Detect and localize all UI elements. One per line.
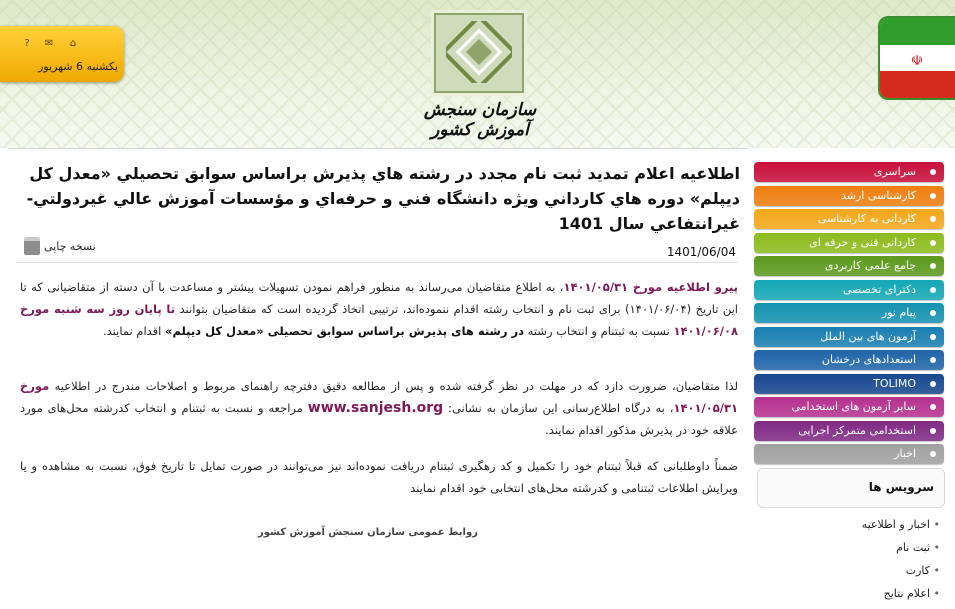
service-link[interactable]: ثبت نام • xyxy=(896,541,930,554)
bullet-icon xyxy=(930,263,936,269)
services-box xyxy=(757,468,945,508)
sidebar-menu-label: كاردانی فنی و حرفه ای xyxy=(809,235,916,249)
bullet-icon xyxy=(930,451,936,457)
printer-icon xyxy=(24,237,40,255)
paragraph-1 xyxy=(20,276,738,342)
paragraph-2 xyxy=(20,375,738,441)
services-title: سرويس ها xyxy=(868,480,934,494)
help-icon[interactable]: ? xyxy=(24,38,30,49)
logo-text: سازمان سنجش آموزش کشور xyxy=(423,100,537,140)
sidebar-menu-item[interactable] xyxy=(754,397,944,417)
sidebar-menu-label: كاردانی به كارشناسی xyxy=(817,212,916,225)
sidebar-menu-item[interactable] xyxy=(754,280,944,300)
p2-text-1: لذا متقاضیان، ضرورت دارد که در مهلت در نظر گرفته شده و پس از مطالعه دقیق دفترچه راهنمای مربوط و اصلاحات مندرج در اطلاعیه xyxy=(49,379,738,393)
sidebar-menu-item[interactable] xyxy=(754,350,944,370)
sidebar xyxy=(751,148,955,601)
print-version-link[interactable] xyxy=(24,237,96,255)
sidebar-menu-label: دكترای تخصصی xyxy=(842,282,916,296)
print-label: نسخه چاپی xyxy=(44,239,96,253)
article-title: اطلاعيه اعلام تمديد ثبت نام مجدد در رشته هاي پذيرش براساس سوابق تحصيلي «معدل كل ديپلم» دوره هاي كارداني ويژه دانشگاه فني و حرفه‌اي و مؤسسات آموزش عالي غيردولتي-غيرانتفاعي سال 1401 xyxy=(26,164,740,233)
service-link[interactable]: كارت • xyxy=(906,564,930,577)
sidebar-menu-label: استخدامی متمركز اجرایی xyxy=(798,423,916,437)
sidebar-menu-item[interactable] xyxy=(754,303,944,323)
sidebar-menu-item[interactable] xyxy=(754,256,944,276)
bullet-icon xyxy=(930,240,936,246)
home-icon[interactable]: ⌂ xyxy=(69,38,77,49)
bullet-icon xyxy=(930,334,936,340)
p1-deadline: تا پایان روز سه شنبه مورخ ۱۴۰۱/۰۶/۰۸ xyxy=(20,302,738,338)
main-content xyxy=(8,148,748,609)
paragraph-3: ضمناً داوطلبانی که قبلاً ثبتنام خود را تکمیل و کد رهگیری ثبتنام دریافت نموده‌اند نیز می‌توانند در صورت تمایل تا تاریخ فوق، نسبت به مشاهده و یا ویرایش اطلاعات ثبتنامی و کدرشته محل‌های انتخابی خود اقدام نمایند xyxy=(20,459,738,495)
sidebar-menu-item[interactable] xyxy=(754,233,944,253)
p1-ref: پیرو اطلاعیه مورخ ۱۴۰۱/۰۵/۳۱ xyxy=(563,280,739,294)
p1-text-1: ، به اطلاع متقاضیان می‌رساند به منظور فراهم نمودن تسهیلات بیشتر و مساعدت با آن دسته از متقاضیانی که تا این تاریخ (۱۴۰۱/۰۶/۰۴) برای ثبت نام و انتخاب رشته اقدام ننموده‌اند، ترتیبی اتخاذ گردیده است که متقاضیان بتوانند xyxy=(20,280,738,316)
flag-emblem-icon: ☫ xyxy=(910,53,924,69)
bullet-icon xyxy=(930,310,936,316)
public-relations-note: روابط عمومی سازمان سنجش آموزش کشور xyxy=(258,527,478,538)
article-date: 1401/06/04 xyxy=(666,245,736,259)
sidebar-menu-label: اخبار xyxy=(894,447,916,460)
bullet-icon xyxy=(930,357,936,363)
bullet-icon xyxy=(930,428,936,434)
bullet-icon xyxy=(930,381,936,387)
sidebar-menu-item[interactable] xyxy=(754,444,944,464)
sidebar-menu-item[interactable] xyxy=(754,162,944,182)
service-link[interactable]: اعلام نتايج • xyxy=(884,587,930,600)
sidebar-menu-item[interactable] xyxy=(754,186,944,206)
sidebar-menu-label: كارشناسی ارشد xyxy=(840,188,916,202)
bullet-icon xyxy=(930,287,936,293)
p1-text-3: اقدام نمایند. xyxy=(102,324,166,338)
mail-icon[interactable]: ✉ xyxy=(44,38,54,49)
site-url-link[interactable]: www.sanjesh.org xyxy=(307,400,444,416)
sidebar-menu-item[interactable] xyxy=(754,374,944,394)
site-logo[interactable] xyxy=(434,13,524,93)
sidebar-menu-item[interactable] xyxy=(754,209,944,229)
iran-flag xyxy=(878,16,955,100)
date-box xyxy=(0,26,124,82)
p1-fields: در رشته های پذیرش براساس سوابق تحصیلی «معدل کل دیپلم» xyxy=(165,324,525,338)
sidebar-menu-label: آزمون های بین الملل xyxy=(820,329,916,343)
current-date: يكشنبه 6 شهريور xyxy=(38,60,118,73)
p2-text-2: ، به درگاه اطلاع‌رسانی این سازمان به نشانی: xyxy=(443,401,674,415)
sidebar-menu-label: جامع علمی كاربردی xyxy=(824,259,916,272)
sidebar-menu-label: پیام نور xyxy=(881,306,916,319)
sidebar-menu-label: سایر آزمون های استخدامی xyxy=(791,400,916,413)
sidebar-menu-item[interactable] xyxy=(754,327,944,347)
sidebar-menu-label: استعدادهای درخشان xyxy=(821,353,916,366)
sidebar-menu-label: TOLIMO xyxy=(873,376,916,390)
site-header xyxy=(0,0,955,148)
bullet-icon xyxy=(930,404,936,410)
sidebar-menu-item[interactable] xyxy=(754,421,944,441)
p2-text-3: مراجعه و نسبت به ثبتنام و انتخاب کدرشته محل‌های مورد علاقه خود در پذیرش مذکور اقدام نمایند. xyxy=(20,401,738,437)
sidebar-menu-label: سراسری xyxy=(873,165,916,178)
logo-emblem-icon xyxy=(446,21,512,83)
p1-text-2: نسبت به ثبتنام و انتخاب رشته xyxy=(524,324,674,338)
bullet-icon xyxy=(930,169,936,175)
divider xyxy=(16,262,738,263)
service-link[interactable]: اخبار و اطلاعيه • xyxy=(862,518,930,531)
bullet-icon xyxy=(930,216,936,222)
p2-ref: مورخ ۱۴۰۱/۰۵/۳۱ xyxy=(20,379,738,415)
bullet-icon xyxy=(930,193,936,199)
